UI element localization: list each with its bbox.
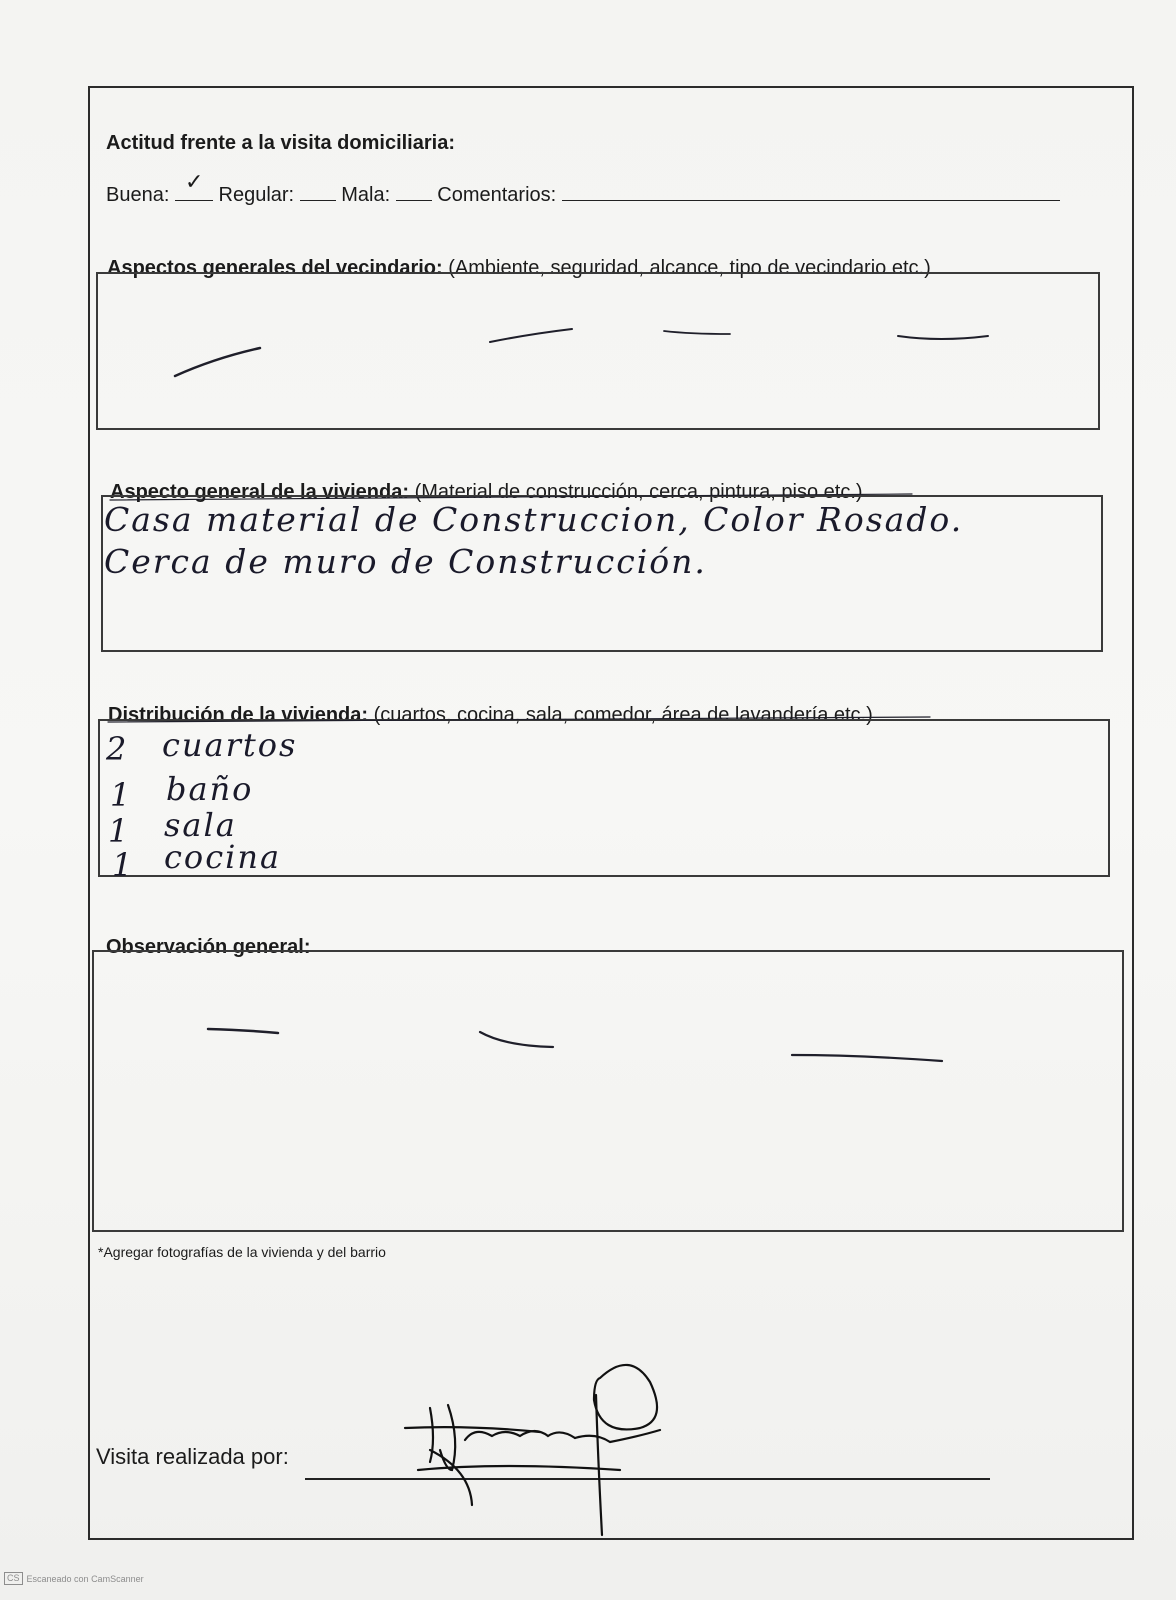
item-name: baño bbox=[166, 770, 254, 808]
attitude-title: Actitud frente a la visita domiciliaria: bbox=[106, 132, 455, 154]
item-qty: 1 bbox=[110, 776, 133, 814]
regular-label: Regular: bbox=[218, 184, 295, 206]
signature-label: Visita realizada por: bbox=[96, 1444, 289, 1469]
item-name: cocina bbox=[164, 838, 282, 876]
scanner-badge: CS bbox=[4, 1572, 23, 1585]
dwelling-underline bbox=[110, 494, 912, 500]
scanner-text: Escaneado con CamScanner bbox=[26, 1573, 144, 1584]
distribution-underline bbox=[108, 717, 930, 722]
observation-dash-1 bbox=[208, 1029, 278, 1033]
item-name: cuartos bbox=[162, 726, 298, 764]
observation-dash-2 bbox=[480, 1032, 553, 1047]
dwelling-title: Aspecto general de la vivienda: bbox=[110, 481, 409, 503]
item-qty: 2 bbox=[106, 730, 129, 768]
neighborhood-dash-1 bbox=[175, 348, 260, 376]
mala-label: Mala: bbox=[341, 184, 391, 206]
neighborhood-title: Aspectos generales del vecindario: bbox=[107, 257, 443, 279]
neighborhood-hint: (Ambiente, seguridad, alcance, tipo de vecindario etc.) bbox=[448, 257, 931, 279]
neighborhood-dash-2 bbox=[490, 329, 572, 342]
item-qty: 1 bbox=[108, 812, 131, 850]
dwelling-hint: (Material de construcción, cerca, pintura, piso etc.) bbox=[414, 481, 863, 503]
signature-drawing bbox=[405, 1365, 660, 1535]
dwelling-handwriting-line1: Casa material de Construccion, Color Rosado. bbox=[104, 500, 964, 539]
photos-note: *Agregar fotografías de la vivienda y del barrio bbox=[98, 1244, 386, 1260]
buena-checkmark: ✓ bbox=[184, 170, 204, 195]
observation-dash-3 bbox=[792, 1055, 942, 1061]
neighborhood-dash-4 bbox=[898, 336, 988, 339]
observation-title: Observación general: bbox=[106, 936, 311, 958]
distribution-hint: (cuartos, cocina, sala, comedor, área de lavandería etc.) bbox=[373, 704, 873, 726]
scanner-watermark bbox=[4, 1572, 144, 1585]
item-qty: 1 bbox=[112, 846, 135, 884]
dwelling-handwriting-line2: Cerca de muro de Construcción. bbox=[104, 542, 707, 581]
buena-label: Buena: bbox=[106, 184, 170, 206]
item-name: sala bbox=[164, 806, 237, 844]
neighborhood-dash-3 bbox=[664, 331, 730, 334]
distribution-title: Distribución de la vivienda: bbox=[108, 704, 369, 726]
comentarios-label: Comentarios: bbox=[437, 184, 557, 206]
